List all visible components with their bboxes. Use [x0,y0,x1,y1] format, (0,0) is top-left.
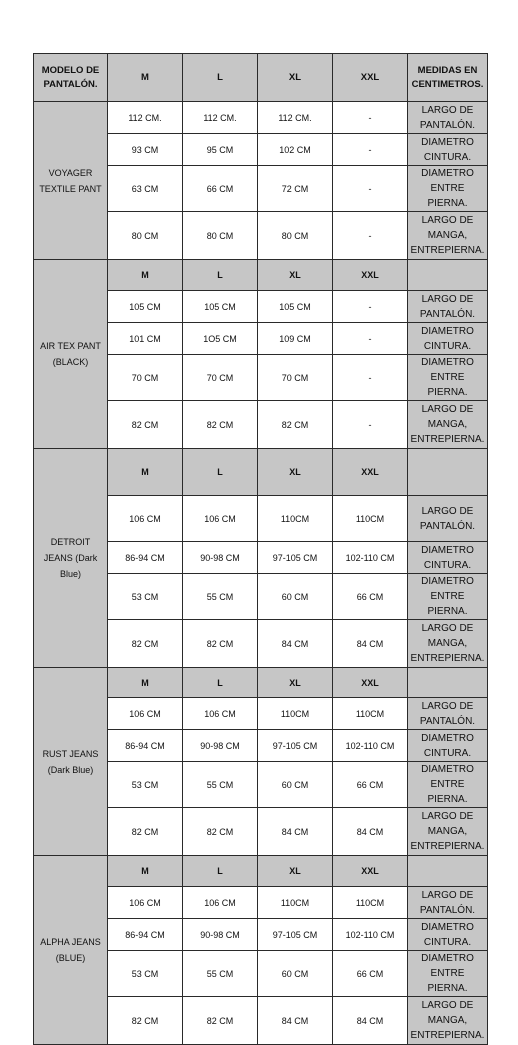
value-cell-xl: 109 CM [258,323,333,355]
value-cell-m: 106 CM [108,698,183,730]
subheader-empty-cell [408,449,488,496]
value-cell-m: 53 CM [108,762,183,808]
value-cell-m: 112 CM. [108,102,183,134]
value-cell-xl: 80 CM [258,212,333,260]
value-cell-l: 90-98 CM [183,730,258,762]
model-name-cell: RUST JEANS (Dark Blue) [34,668,108,856]
size-chart-table [33,53,488,1045]
value-cell-l: 112 CM. [183,102,258,134]
value-cell-xxl: 102-110 CM [333,919,408,951]
value-cell-m: 80 CM [108,212,183,260]
measure-label-cell: LARGO DE MANGA, ENTREPIERNA. [408,401,488,449]
measure-label-cell: DIAMETRO ENTRE PIERNA. [408,574,488,620]
value-cell-l: 106 CM [183,496,258,542]
value-cell-l: 66 CM [183,166,258,212]
value-cell-l: 70 CM [183,355,258,401]
value-cell-xxl: - [333,355,408,401]
subheader-size-xxl: XXL [333,668,408,698]
value-cell-l: 82 CM [183,401,258,449]
measure-label-cell: DIAMETRO ENTRE PIERNA. [408,762,488,808]
value-cell-l: 1O5 CM [183,323,258,355]
measure-label-cell: DIAMETRO ENTRE PIERNA. [408,166,488,212]
value-cell-xxl: - [333,291,408,323]
value-cell-m: 93 CM [108,134,183,166]
header-size-xxl: XXL [333,54,408,102]
subheader-empty-cell [408,260,488,291]
size-subheader-row [34,668,488,698]
value-cell-l: 82 CM [183,620,258,668]
header-row [34,54,488,102]
header-size-m: M [108,54,183,102]
value-cell-xxl: 66 CM [333,762,408,808]
size-subheader-row [34,856,488,887]
value-cell-m: 53 CM [108,574,183,620]
value-cell-xxl: 110CM [333,698,408,730]
value-cell-xxl: 110CM [333,496,408,542]
value-cell-xxl: 66 CM [333,574,408,620]
value-cell-xxl: - [333,323,408,355]
subheader-empty-cell [408,668,488,698]
value-cell-m: 82 CM [108,401,183,449]
value-cell-m: 86-94 CM [108,919,183,951]
value-cell-xl: 105 CM [258,291,333,323]
value-cell-l: 106 CM [183,698,258,730]
table-row [34,102,488,134]
value-cell-xl: 110CM [258,698,333,730]
value-cell-l: 95 CM [183,134,258,166]
value-cell-l: 90-98 CM [183,542,258,574]
value-cell-xl: 97-105 CM [258,730,333,762]
value-cell-xl: 84 CM [258,997,333,1045]
value-cell-l: 90-98 CM [183,919,258,951]
value-cell-xl: 110CM [258,496,333,542]
value-cell-m: 70 CM [108,355,183,401]
subheader-size-m: M [108,449,183,496]
value-cell-l: 55 CM [183,574,258,620]
value-cell-xxl: 84 CM [333,997,408,1045]
subheader-size-l: L [183,260,258,291]
value-cell-m: 53 CM [108,951,183,997]
value-cell-xl: 82 CM [258,401,333,449]
measure-label-cell: DIAMETRO CINTURA. [408,323,488,355]
value-cell-m: 86-94 CM [108,730,183,762]
measure-label-cell: LARGO DE PANTALÓN. [408,496,488,542]
subheader-size-xxl: XXL [333,856,408,887]
subheader-size-l: L [183,856,258,887]
measure-label-cell: LARGO DE PANTALÓN. [408,102,488,134]
value-cell-l: 55 CM [183,762,258,808]
subheader-size-m: M [108,260,183,291]
value-cell-xl: 60 CM [258,574,333,620]
measure-label-cell: LARGO DE MANGA, ENTREPIERNA. [408,212,488,260]
value-cell-xl: 84 CM [258,808,333,856]
value-cell-xl: 97-105 CM [258,919,333,951]
value-cell-m: 86-94 CM [108,542,183,574]
value-cell-m: 82 CM [108,620,183,668]
measure-label-cell: LARGO DE MANGA, ENTREPIERNA. [408,808,488,856]
value-cell-l: 82 CM [183,997,258,1045]
subheader-size-m: M [108,856,183,887]
measure-label-cell: LARGO DE PANTALÓN. [408,698,488,730]
value-cell-m: 82 CM [108,997,183,1045]
value-cell-xl: 112 CM. [258,102,333,134]
value-cell-xxl: - [333,212,408,260]
value-cell-m: 63 CM [108,166,183,212]
value-cell-l: 55 CM [183,951,258,997]
subheader-size-xl: XL [258,668,333,698]
subheader-size-m: M [108,668,183,698]
model-name-cell: DETROIT JEANS (Dark Blue) [34,449,108,668]
value-cell-xl: 84 CM [258,620,333,668]
value-cell-xl: 72 CM [258,166,333,212]
value-cell-m: 106 CM [108,887,183,919]
value-cell-l: 105 CM [183,291,258,323]
value-cell-xl: 97-105 CM [258,542,333,574]
value-cell-xxl: 84 CM [333,808,408,856]
value-cell-xl: 110CM [258,887,333,919]
size-subheader-row [34,449,488,496]
value-cell-xxl: 84 CM [333,620,408,668]
header-measure-cell: MEDIDAS EN CENTIMETROS. [408,54,488,102]
subheader-size-xl: XL [258,449,333,496]
value-cell-xl: 70 CM [258,355,333,401]
measure-label-cell: DIAMETRO CINTURA. [408,134,488,166]
model-name-cell: VOYAGER TEXTILE PANT [34,102,108,260]
subheader-empty-cell [408,856,488,887]
measure-label-cell: LARGO DE PANTALÓN. [408,291,488,323]
measure-label-cell: DIAMETRO CINTURA. [408,919,488,951]
header-size-xl: XL [258,54,333,102]
value-cell-m: 105 CM [108,291,183,323]
value-cell-l: 80 CM [183,212,258,260]
value-cell-xl: 60 CM [258,951,333,997]
value-cell-l: 106 CM [183,887,258,919]
subheader-size-xxl: XXL [333,449,408,496]
header-model-cell: MODELO DE PANTALÓN. [34,54,108,102]
subheader-size-l: L [183,668,258,698]
measure-label-cell: LARGO DE MANGA, ENTREPIERNA. [408,620,488,668]
measure-label-cell: LARGO DE MANGA, ENTREPIERNA. [408,997,488,1045]
subheader-size-l: L [183,449,258,496]
value-cell-xl: 102 CM [258,134,333,166]
measure-label-cell: LARGO DE PANTALÓN. [408,887,488,919]
measure-label-cell: DIAMETRO CINTURA. [408,542,488,574]
header-size-l: L [183,54,258,102]
value-cell-xxl: - [333,401,408,449]
value-cell-l: 82 CM [183,808,258,856]
size-subheader-row [34,260,488,291]
value-cell-xxl: - [333,166,408,212]
value-cell-xxl: 102-110 CM [333,542,408,574]
value-cell-xxl: - [333,134,408,166]
subheader-size-xxl: XXL [333,260,408,291]
model-name-cell: AIR TEX PANT (BLACK) [34,260,108,449]
value-cell-xxl: 66 CM [333,951,408,997]
subheader-size-xl: XL [258,260,333,291]
measure-label-cell: DIAMETRO ENTRE PIERNA. [408,355,488,401]
subheader-size-xl: XL [258,856,333,887]
value-cell-xxl: - [333,102,408,134]
value-cell-m: 106 CM [108,496,183,542]
value-cell-m: 82 CM [108,808,183,856]
measure-label-cell: DIAMETRO CINTURA. [408,730,488,762]
measure-label-cell: DIAMETRO ENTRE PIERNA. [408,951,488,997]
model-name-cell: ALPHA JEANS (BLUE) [34,856,108,1045]
value-cell-xl: 60 CM [258,762,333,808]
value-cell-xxl: 102-110 CM [333,730,408,762]
value-cell-m: 101 CM [108,323,183,355]
value-cell-xxl: 110CM [333,887,408,919]
